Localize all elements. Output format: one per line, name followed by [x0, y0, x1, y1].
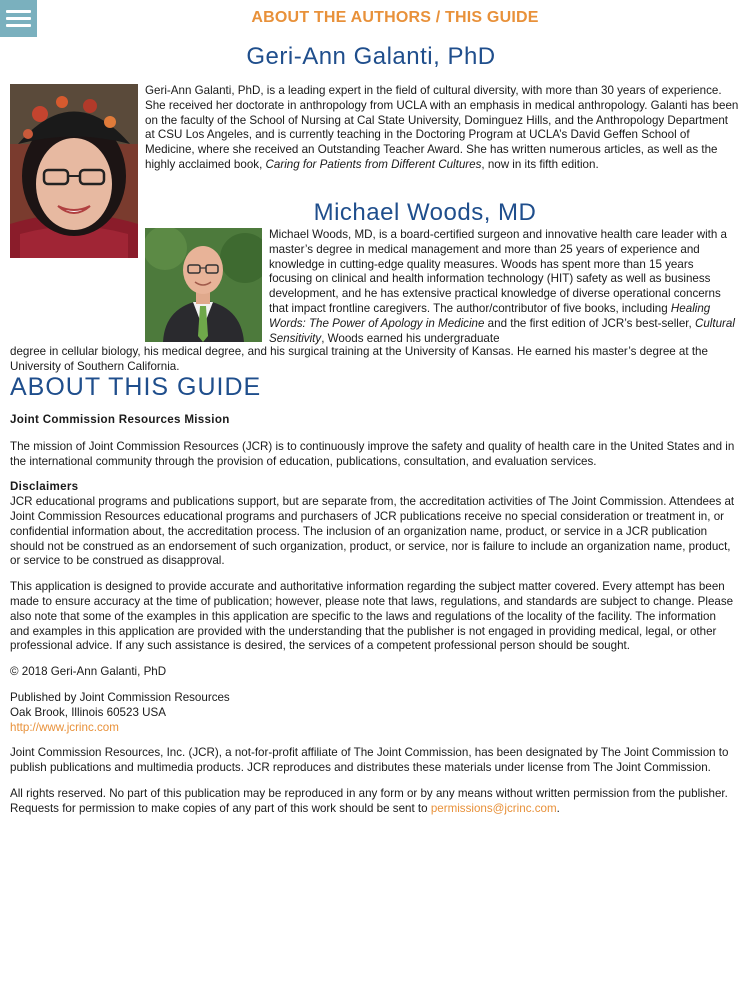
book-title: Caring for Patients from Different Cultures — [265, 157, 482, 171]
mission-text: The mission of Joint Commission Resources (JCR) is to continuously improve the safety and quality of health care in the United States and in the international community through the provision of education, publications, consultation, and evaluation services. — [10, 439, 735, 468]
publisher-name: Published by Joint Commission Resources — [10, 690, 230, 704]
rights-text — [10, 787, 738, 817]
guide-heading: ABOUT THIS GUIDE — [10, 373, 262, 401]
bio-text: and the first edition of JCR’s best-seller, — [484, 316, 695, 330]
book-title: Cultural Sensitivity — [269, 316, 735, 345]
page-title: ABOUT THE AUTHORS / THIS GUIDE — [251, 9, 539, 26]
mission-heading: Joint Commission Resources Mission — [10, 413, 230, 426]
author-bio-woods — [269, 228, 739, 346]
author-name-galanti: Geri-Ann Galanti, PhD — [246, 43, 496, 70]
book-title: Healing Words: The Power of Apology in Medicine — [269, 301, 711, 330]
copyright-text: © 2018 Geri-Ann Galanti, PhD — [10, 665, 167, 679]
bio-text: Geri-Ann Galanti, PhD, is a leading expert in the field of cultural diversity, with more than 30 years of experience. She received her doctorate in anthropology from UCLA with an emphasis in medical anthropology. Galanti has been on the faculty of the School of Nursing at Cal State University, Dominguez Hills, and the Anthropology Department at CSU Los Angeles, and is currently teaching in the Doctoring Program at UCLA’s David Geffen School of Medicine, where she received an Outstanding Teacher Award. She has written numerous articles, as well as the highly acclaimed book, — [145, 84, 739, 171]
rights-end: . — [556, 801, 560, 815]
permissions-email-link[interactable]: permissions@jcrinc.com — [430, 801, 557, 815]
author-photo-woods — [145, 228, 262, 342]
author-name-woods: Michael Woods, MD — [313, 199, 537, 226]
accuracy-text: This application is designed to provide accurate and authoritative information regarding the subject matter covered. Every attempt has been made to ensure accuracy at the time of publication; however, please note that laws, regulations, and standards are subject to change. Please also note that some of the examples in this application are specific to the laws and regulations of the locality of the facility. The information and examples in this application are provided with the understanding that the publisher is not engaged in providing medical, legal, or other professional advice. If any such assistance is desired, the services of a competent professional person should be sought. — [10, 580, 734, 653]
author-bio-galanti — [145, 84, 739, 173]
publisher-url-link[interactable]: http://www.jcrinc.com — [10, 720, 119, 734]
guide-content — [10, 413, 738, 828]
author-bio-woods-continued: degree in cellular biology, his medical degree, and his surgical training at the University of Kansas. He earned his master’s degree at the University of Southern California. — [10, 345, 708, 373]
disclaimers-heading: Disclaimers — [10, 480, 79, 494]
rights-body: All rights reserved. No part of this publication may be reproduced in any form or by any means without written permission from the publisher. Requests for permission to make copies of any part of this work should be sent to — [10, 786, 728, 815]
publisher-info — [10, 691, 738, 735]
publisher-address: Oak Brook, Illinois 60523 USA — [10, 705, 166, 719]
affiliate-text: Joint Commission Resources, Inc. (JCR), a not-for-profit affiliate of The Joint Commission, has been designated by The Joint Commission to publish publications and multimedia products. JCR reproduces and distributes these materials under license from The Joint Commission. — [10, 746, 729, 775]
bio-text: , now in its fifth edition. — [481, 157, 599, 171]
author-photo-galanti — [10, 84, 138, 258]
bio-text: , Woods earned his undergraduate — [321, 331, 500, 345]
bio-text: Michael Woods, MD, is a board-certified surgeon and innovative health care leader with a master’s degree in medical management and more than 25 years of experience and knowledge in cutting-edge quality measures. Woods has spent more than 15 years focusing on clinical and health information technology (HIT) safety as well as business development, and he has extensive practical knowledge of diverse operational concerns that impact frontline caregivers. The author/contributor of five books, including — [269, 228, 727, 315]
disclaimers-text: JCR educational programs and publications support, but are separate from, the accreditation activities of The Joint Commission. Attendees at Joint Commission Resources educational programs and purchasers of JCR publications receive no special consideration or treatment in, or confidential information about, the accreditation process. The inclusion of an organization name, product, or service in a JCR publication should not be construed as an endorsement of such organization, product, or service, nor is failure to include an organization name, product, or service to be construed as disapproval. — [10, 495, 735, 568]
